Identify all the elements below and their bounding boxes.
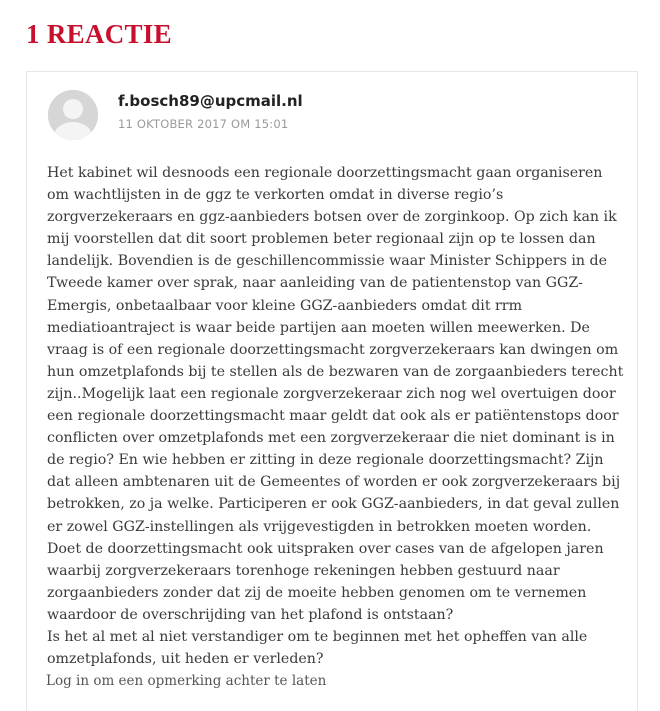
comments-heading: 1 REACTIE (26, 19, 172, 49)
login-to-comment-link[interactable]: Log in om een opmerking achter te laten (46, 673, 327, 689)
comment-body (47, 162, 627, 670)
comment-author: f.bosch89@upcmail.nl (118, 92, 303, 110)
comment-date: 11 OKTOBER 2017 OM 15:01 (118, 117, 289, 131)
comment-paragraph: Is het al met al niet verstandiger om te beginnen met het opheffen van alle omzetplafonds, uit heden er verleden? (47, 628, 588, 668)
comment-card (26, 71, 638, 711)
comment-paragraph: Het kabinet wil desnoods een regionale doorzettingsmacht gaan organiseren om wachtlijsten in de ggz te verkorten omdat in diverse regio’s zorgverzekeraars en ggz-aanbieders botsen over de zorginkoop. Op zich kan ik mij voorstellen dat dit soort problemen beter regionaal zijn op te lossen dan landelijk. Bovendien is de geschillencommissie waar Minister Schippers in de Tweede kamer over sprak, naar aanleiding van de patientenstop van GGZ-Emergis, onbetaalbaar voor kleine GGZ-aanbieders omdat dit rrm mediatioantraject is waar beide partijen aan moeten willen meewerken. De vraag is of een regionale doorzettingsmacht zorgverzekeraars kan dwingen om hun omzetplafonds bij te stellen als de bezwaren van de zorgaanbieders terecht zijn..Mogelijk laat een regionale zorgverzekeraar zich nog wel overtuigen door een regionale doorzettingsmacht maar geldt dat ook als er patiëntenstops door conflicten over omzetplafonds met een zorgverzekeraar die niet dominant is in de regio? En wie hebben er zitting in deze regionale doorzettingsmacht? Zijn dat alleen ambtenaren uit de Gemeentes of worden er ook zorgverzekeraars bij betrokken, zo ja welke. Participeren er ook GGZ-aanbieders, in dat geval zullen er zowel GGZ-instellingen als vrijgevestigden in betrokken moeten worden. Doet de doorzettingsmacht ook uitspraken over cases van de afgelopen jaren waarbij zorgverzekeraars torenhoge rekeningen hebben gestuurd naar zorgaanbieders zonder dat zij de moeite hebben genomen om te vernemen waardoor de overschrijding van het plafond is ontstaan? (47, 165, 624, 623)
user-avatar-icon (48, 90, 98, 140)
